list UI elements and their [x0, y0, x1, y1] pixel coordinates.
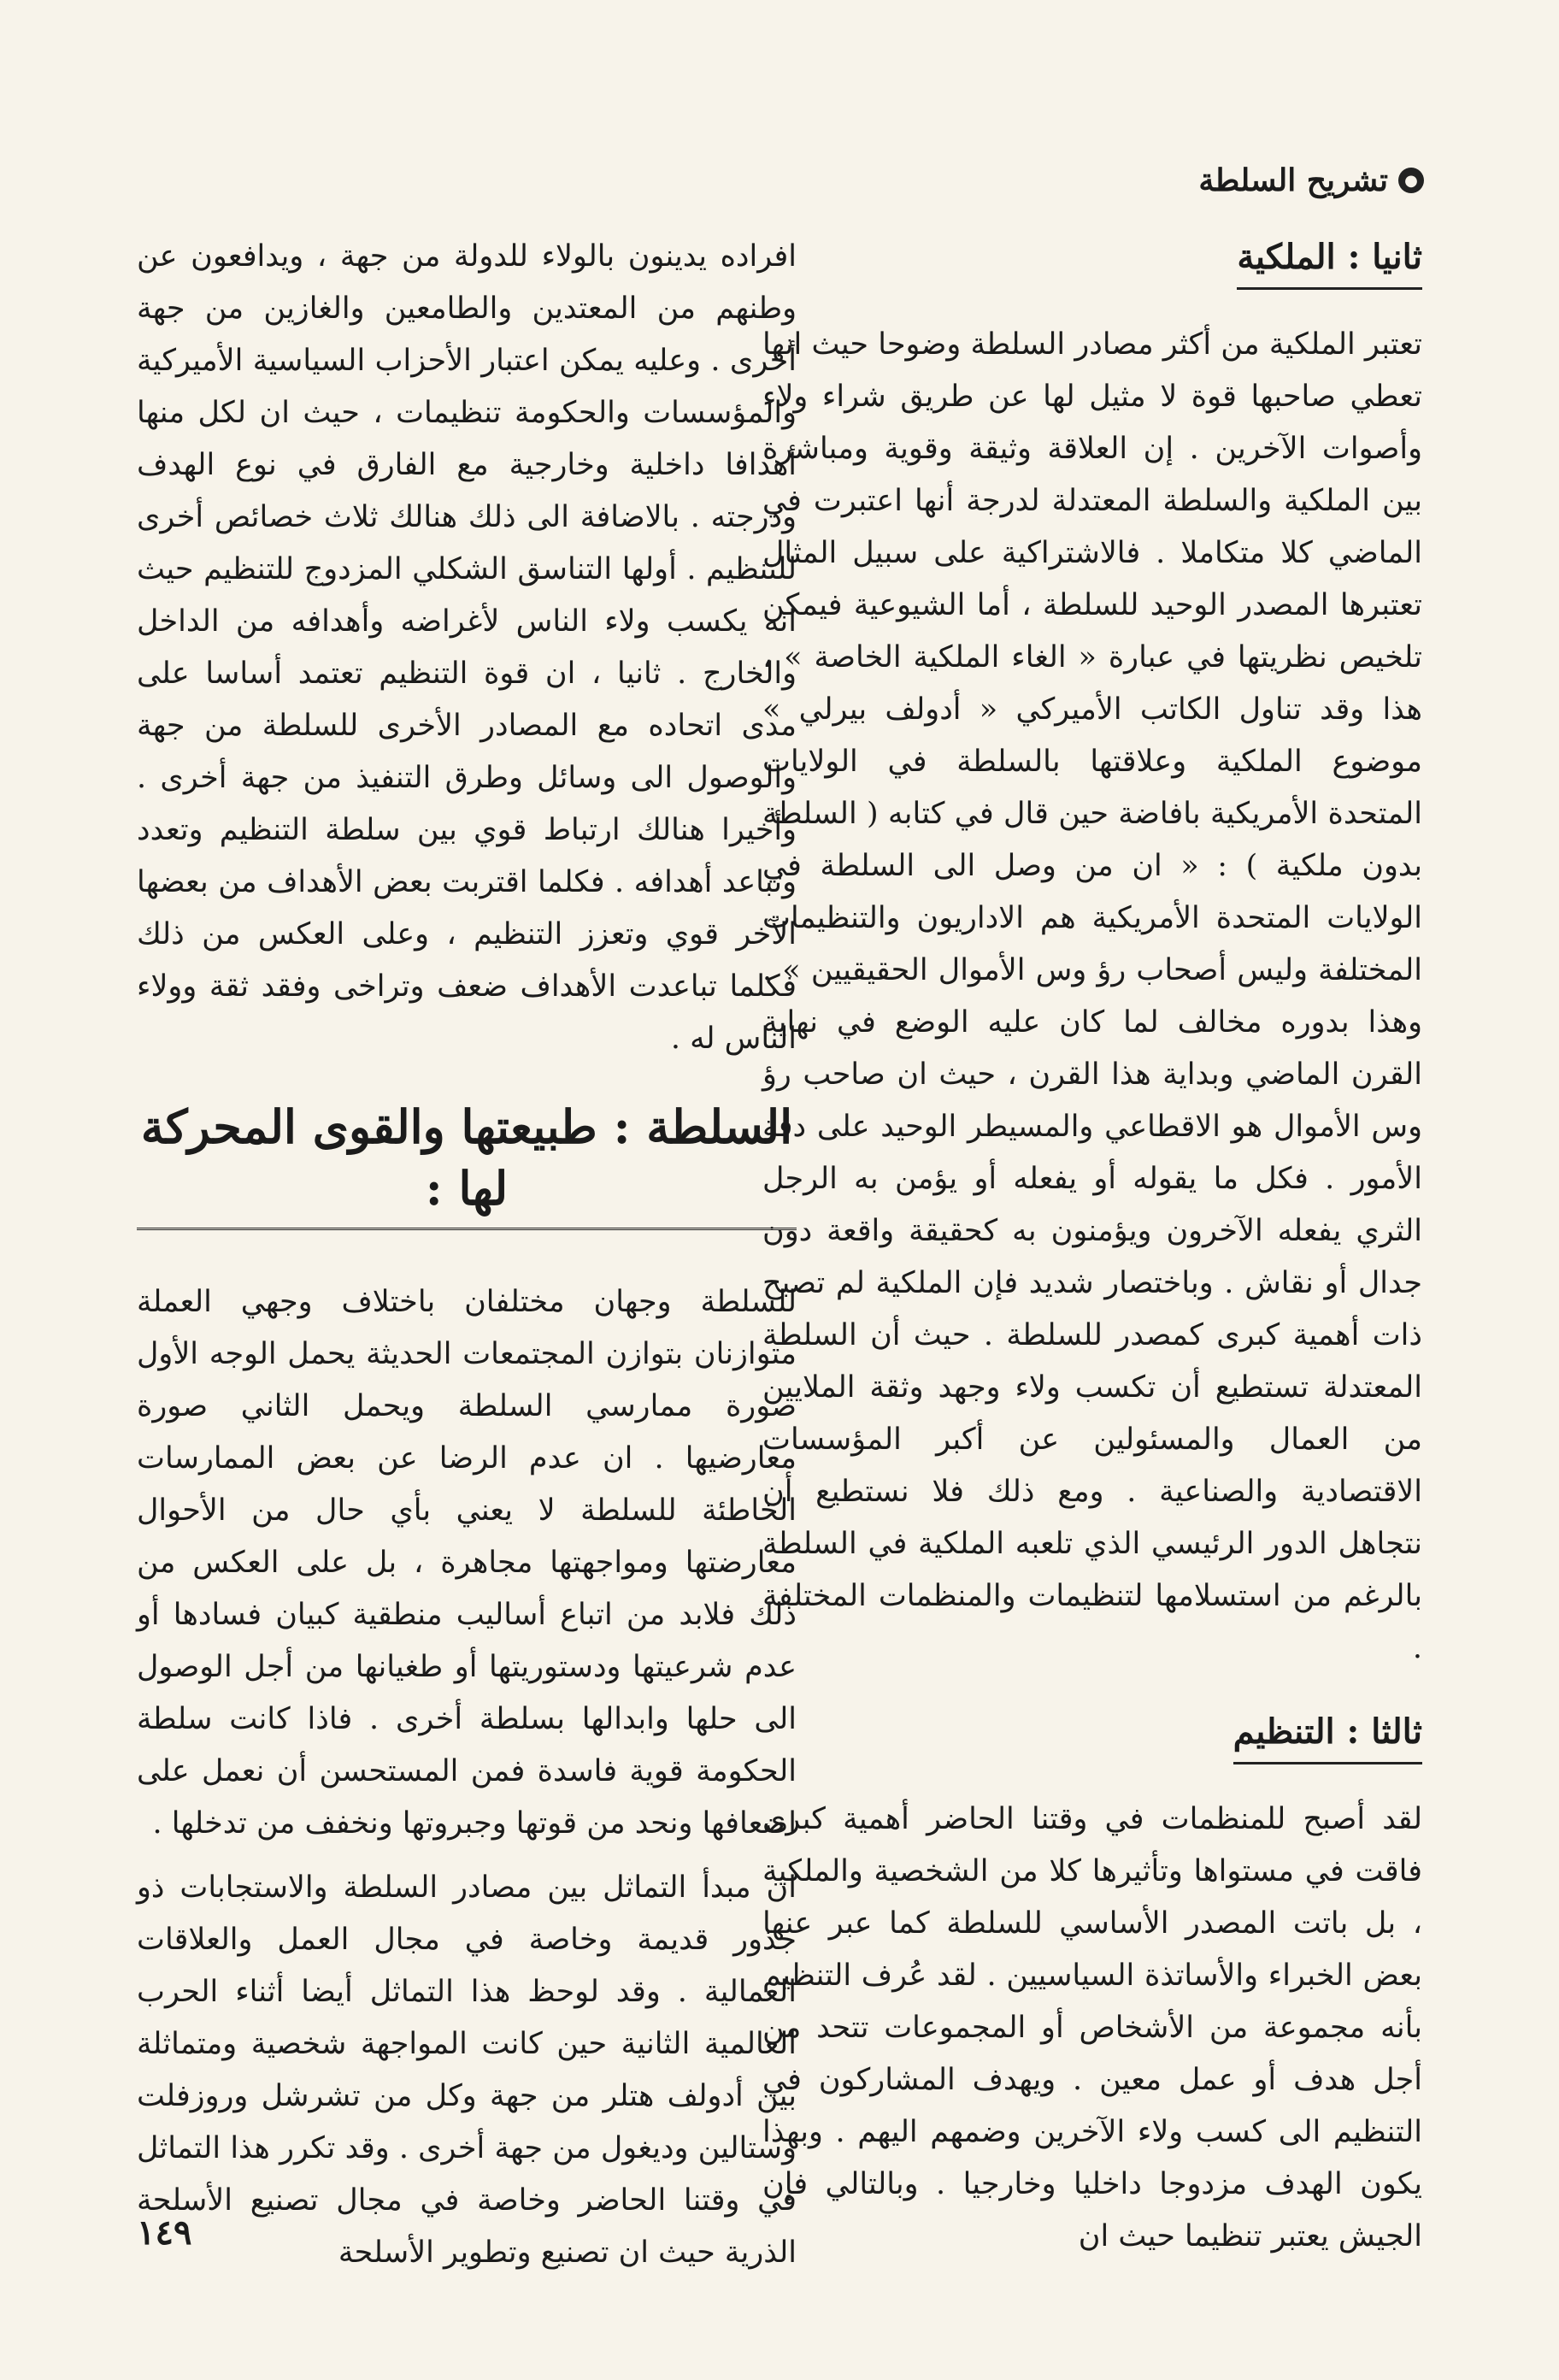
- ownership-paragraph: تعتبر الملكية من أكثر مصادر السلطة وضوحا حيث انها تعطي صاحبها قوة لا مثيل لها عن طريق شراء ولاء وأصوات الآخرين . إن العلاقة وثيقة وقوية ومباشرة بين الملكية والسلطة المعتدلة لدرجة أنها اعتبرت في الماضي كلا متكاملا . فالاشتراكية على سبيل المثال تعتبرها المصدر الوحيد للسلطة ، أما الشيوعية فيمكن تلخيص نظريتها في عبارة « الغاء الملكية الخاصة » ، هذا وقد تناول الكاتب الأميركي « أدولف بيرلي » موضوع الملكية وعلاقتها بالسلطة في الولايات المتحدة الأمريكية بافاضة حين قال في كتابه ( السلطة بدون ملكية ) : « ان من وصل الى السلطة في الولايات المتحدة الأمريكية هم الاداريون والتنظيمات المختلفة وليس أصحاب رؤ وس الأموال الحقيقيين » . وهذا بدوره مخالف لما كان عليه الوضع في نهاية القرن الماضي وبداية هذا القرن ، حيث ان صاحب رؤ وس الأموال هو الاقطاعي والمسيطر الوحيد على دفة الأمور . فكل ما يقوله أو يفعله أو يؤمن به الرجل الثري يفعله الآخرون ويؤمنون به كحقيقة واقعة دون جدال أو نقاش . وباختصار شديد فإن الملكية لم تصبح ذات أهمية كبرى كمصدر للسلطة . حيث أن السلطة المعتدلة تستطيع أن تكسب ولاء وجهد وثقة الملايين من العمال والمسئولين عن أكبر المؤسسات الاقتصادية والصناعية . ومع ذلك فلا نستطيع أن نتجاهل الدور الرئيسي الذي تلعبه الملكية في السلطة بالرغم من استسلامها لتنظيمات والمنظمات المختلفة .: [762, 327, 1422, 1665]
- organization-paragraph: لقد أصبح للمنظمات في وقتنا الحاضر أهمية كبرى فاقت في مستواها وتأثيرها كلا من الشخصية والملكية ، بل باتت المصدر الأساسي للسلطة كما عبر عنها بعض الخبراء والأساتذة السياسيين . لقد عُرف التنظيم بأنه مجموعة من الأشخاص أو المجموعات تتحد من أجل هدف أو عمل معين . ويهدف المشاركون في التنظيم الى كسب ولاء الآخرين وضمهم اليهم . وبهذا يكون الهدف مزدوجا داخليا وخارجيا . وبالتالي فإن الجيش يعتبر تنظيما حيث ان: [762, 1802, 1422, 2253]
- left-column: [137, 231, 797, 2291]
- symmetry-principle-paragraph: ان مبدأ التماثل بين مصادر السلطة والاستجابات ذو جذور قديمة وخاصة في مجال العمل والعلاقات العمالية . وقد لوحظ هذا التماثل أيضا أثناء الحرب العالمية الثانية حين كانت المواجهة شخصية ومتماثلة بين أدولف هتلر من جهة وكل من تشرشل وروزفلت وستالين وديغول من جهة أخرى . وقد تكرر هذا التماثل في وقتنا الحاضر وخاصة في مجال تصنيع الأسلحة الذرية حيث ان تصنيع وتطوير الأسلحة: [137, 1870, 797, 2270]
- section-heading-organization: ثالثا : التنظيم: [1233, 1705, 1422, 1764]
- main-section-heading: السلطة : طبيعتها والقوى المحركة لها :: [137, 1096, 797, 1230]
- running-header-title: تشريح السلطة: [1198, 162, 1388, 198]
- running-header: [1198, 162, 1424, 198]
- section-heading-ownership: ثانيا : الملكية: [1237, 231, 1422, 290]
- right-column: [762, 231, 1422, 2275]
- circle-bullet-icon: ●: [1398, 168, 1424, 193]
- organization-continuation-paragraph: افراده يدينون بالولاء للدولة من جهة ، ويدافعون عن وطنهم من المعتدين والطامعين والغازين من جهة أخرى . وعليه يمكن اعتبار الأحزاب السياسية الأميركية والمؤسسات والحكومة تنظيمات ، حيث ان لكل منها أهدافا داخلية وخارجية مع الفارق في نوع الهدف ودرجته . بالاضافة الى ذلك هنالك ثلاث خصائص أخرى للتنظيم . أولها التناسق الشكلي المزدوج للتنظيم حيث انه يكسب ولاء الناس لأغراضه وأهدافه من الداخل والخارج . ثانيا ، ان قوة التنظيم تعتمد أساسا على مدى اتحاده مع المصادر الأخرى للسلطة من جهة والوصول الى وسائل وطرق التنفيذ من جهة أخرى . وأخيرا هنالك ارتباط قوي بين سلطة التنظيم وتعدد وتباعد أهدافه . فكلما اقتربت بعض الأهداف من بعضها الآخر قوي وتعزز التنظيم ، وعلى العكس من ذلك فكلما تباعدت الأهداف ضعف وتراخى وفقد ثقة وولاء الناس له .: [137, 239, 797, 1056]
- power-two-faces-paragraph: للسلطة وجهان مختلفان باختلاف وجهي العملة متوازنان بتوازن المجتمعات الحديثة يحمل الوجه الأول صورة ممارسي السلطة ويحمل الثاني صورة معارضيها . ان عدم الرضا عن بعض الممارسات الخاطئة للسلطة لا يعني بأي حال من الأحوال معارضتها ومواجهتها مجاهرة ، بل على العكس من ذلك فلابد من اتباع أساليب منطقية كبيان فسادها أو عدم شرعيتها ودستوريتها أو طغيانها من أجل الوصول الى حلها وابدالها بسلطة أخرى . فاذا كانت سلطة الحكومة قوية فاسدة فمن المستحسن أن نعمل على اضعافها ونحد من قوتها وجبروتها ونخفف من تدخلها .: [137, 1285, 797, 1841]
- page-number: ١٤٩: [137, 2212, 192, 2253]
